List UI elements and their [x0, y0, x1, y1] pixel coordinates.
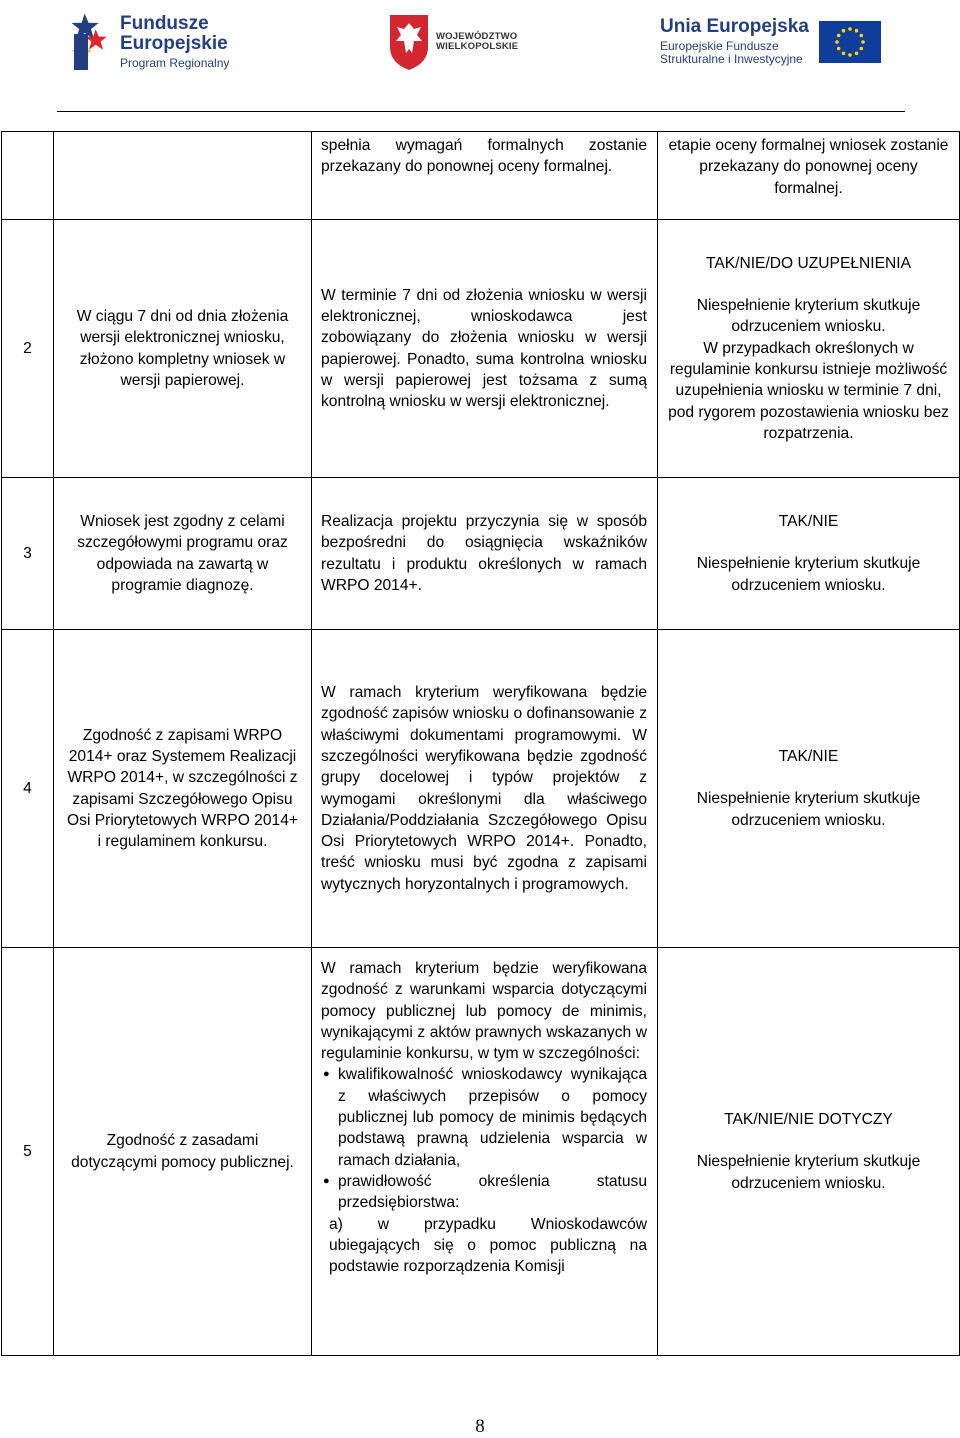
- verdict-options: TAK/NIE: [778, 748, 839, 766]
- evaluation-text: etapie oceny formalnej wniosek zostanie przekazany do ponownej oceny formalnej.: [668, 137, 949, 197]
- verdict-options: TAK/NIE/DO UZUPEŁNIENIA: [705, 254, 912, 272]
- table-row: [2, 630, 960, 948]
- eagle-crest-icon: [388, 13, 430, 71]
- page-number: 8: [475, 1416, 485, 1437]
- consequence-text: Niespełnienie kryterium skutkuje odrzuceniem wniosku.: [696, 297, 921, 336]
- table-row: [2, 220, 960, 478]
- list-item: ● kwalifikowalność wnioskodawcy wynikająca z właściwych przepisów o pomocy publicznej lub pomocy de minimis będących podstawą prawną udzielenia wsparcia w ramach działania,: [321, 1064, 647, 1170]
- criterion-description: W ramach kryterium weryfikowana będzie zgodność zapisów wniosku o dofinansowanie z właściwymi dokumentami programowymi. W szczególności weryfikowana będzie zgodność grupy docelowej i typów projektów z wymogami określonymi dla właściwego Działania/Poddziałania Szczegółowego Opisu Osi Priorytetowych WRPO 2014+. Ponadto, treść wniosku musi być zgodna z zapisami wytycznych horyzontalnych i programowych.: [321, 684, 647, 893]
- criterion-description-cell: [312, 948, 658, 1356]
- criterion-name: Wniosek jest zgodny z celami szczegółowymi programu oraz odpowiada na zawartą w programie diagnozę.: [54, 478, 312, 630]
- criterion-description-cell: [312, 478, 658, 630]
- table-row: [2, 132, 960, 220]
- criterion-name: Zgodność z zasadami dotyczącymi pomocy publicznej.: [54, 948, 312, 1356]
- ue-logo-line1: Unia Europejska: [660, 16, 809, 38]
- verdict-options: TAK/NIE/NIE DOTYCZY: [724, 1111, 893, 1129]
- list-item: ● prawidłowość określenia statusu przedsiębiorstwa:: [321, 1171, 647, 1214]
- evaluation-cell: [658, 220, 960, 478]
- ue-logo-line2: Europejskie Fundusze: [660, 39, 779, 54]
- eu-flag-icon: [819, 21, 881, 63]
- evaluation-cell: [658, 948, 960, 1356]
- table-row: [2, 948, 960, 1356]
- fundusze-europejskie-logo: [72, 10, 229, 74]
- evaluation-cell: [658, 630, 960, 948]
- row-number: 3: [2, 478, 54, 630]
- row-number: 2: [2, 220, 54, 478]
- row-number: 5: [2, 948, 54, 1356]
- criterion-description: spełnia wymagań formalnych zostanie przekazany do ponownej oceny formalnej.: [321, 137, 647, 176]
- criterion-description-cell: [312, 220, 658, 478]
- page-header: [0, 0, 960, 100]
- criterion-description-cell: [312, 132, 658, 220]
- criterion-name-cell: [54, 132, 312, 220]
- header-divider: [57, 111, 905, 112]
- evaluation-cell: [658, 478, 960, 630]
- unia-europejska-logo: [660, 14, 881, 70]
- fe-logo-line2: Europejskie: [120, 33, 228, 55]
- row-number-cell: [2, 132, 54, 220]
- wlkp-logo-line2: WIELKOPOLSKIE: [436, 41, 519, 52]
- wlkp-logo-line1: WOJEWÓDZTWO: [436, 30, 518, 42]
- fe-stars-icon: [72, 12, 110, 72]
- row-number: 4: [2, 630, 54, 948]
- fe-logo-line1: Fundusze: [120, 13, 209, 35]
- ue-logo-line3: Strukturalne i Inwestycyjne: [660, 52, 803, 67]
- verdict-options: TAK/NIE: [778, 513, 839, 531]
- criterion-description: Realizacja projektu przyczynia się w sposób bezpośredni do osiągnięcia wskaźników rezultatu i produktu określonych w ramach WRPO 2014+.: [321, 512, 647, 594]
- consequence-text: Niespełnienie kryterium skutkuje odrzuceniem wniosku.: [696, 790, 921, 829]
- fe-logo-line3: Program Regionalny: [120, 56, 230, 71]
- consequence-text: Niespełnienie kryterium skutkuje odrzuceniem wniosku.: [696, 1153, 921, 1192]
- criterion-description-intro: W ramach kryterium będzie weryfikowana zgodność z warunkami wsparcia dotyczącymi pomocy publicznej lub pomocy de minimis, wynikającymi z aktów prawnych wskazanych w regulaminie konkursu, w tym w szczególności:: [321, 960, 647, 1063]
- wielkopolskie-logo: [388, 12, 518, 72]
- evaluation-note: W przypadkach określonych w regulaminie konkursu istnieje możliwość uzupełnienia wniosku w terminie 7 dni, pod rygorem pozostawienia wniosku bez rozpatrzenia.: [668, 339, 949, 442]
- table-row: [2, 478, 960, 630]
- evaluation-cell: [658, 132, 960, 220]
- criterion-description-cell: [312, 630, 658, 948]
- criterion-subpoint: a) w przypadku Wnioskodawców ubiegających się o pomoc publiczną na podstawie rozporządzenia Komisji: [329, 1215, 647, 1276]
- criterion-name: W ciągu 7 dni od dnia złożenia wersji elektronicznej wniosku, złożono kompletny wniosek w wersji papierowej.: [54, 220, 312, 478]
- criterion-description: W terminie 7 dni od złożenia wniosku w wersji elektronicznej, wnioskodawca jest zobowiązany do złożenia wniosku w wersji papierowej. Ponadto, suma kontrolna wniosku w wersji papierowej jest tożsama z sumą kontrolną wniosku w wersji elektronicznej.: [321, 286, 647, 411]
- criterion-name: Zgodność z zapisami WRPO 2014+ oraz Systemem Realizacji WRPO 2014+, w szczególności z zapisami Szczegółowego Opisu Osi Priorytetowych WRPO 2014+ i regulaminem konkursu.: [54, 630, 312, 948]
- consequence-text: Niespełnienie kryterium skutkuje odrzuceniem wniosku.: [696, 555, 921, 594]
- criteria-table: [1, 131, 960, 1356]
- criterion-bullet-list: [321, 1064, 647, 1213]
